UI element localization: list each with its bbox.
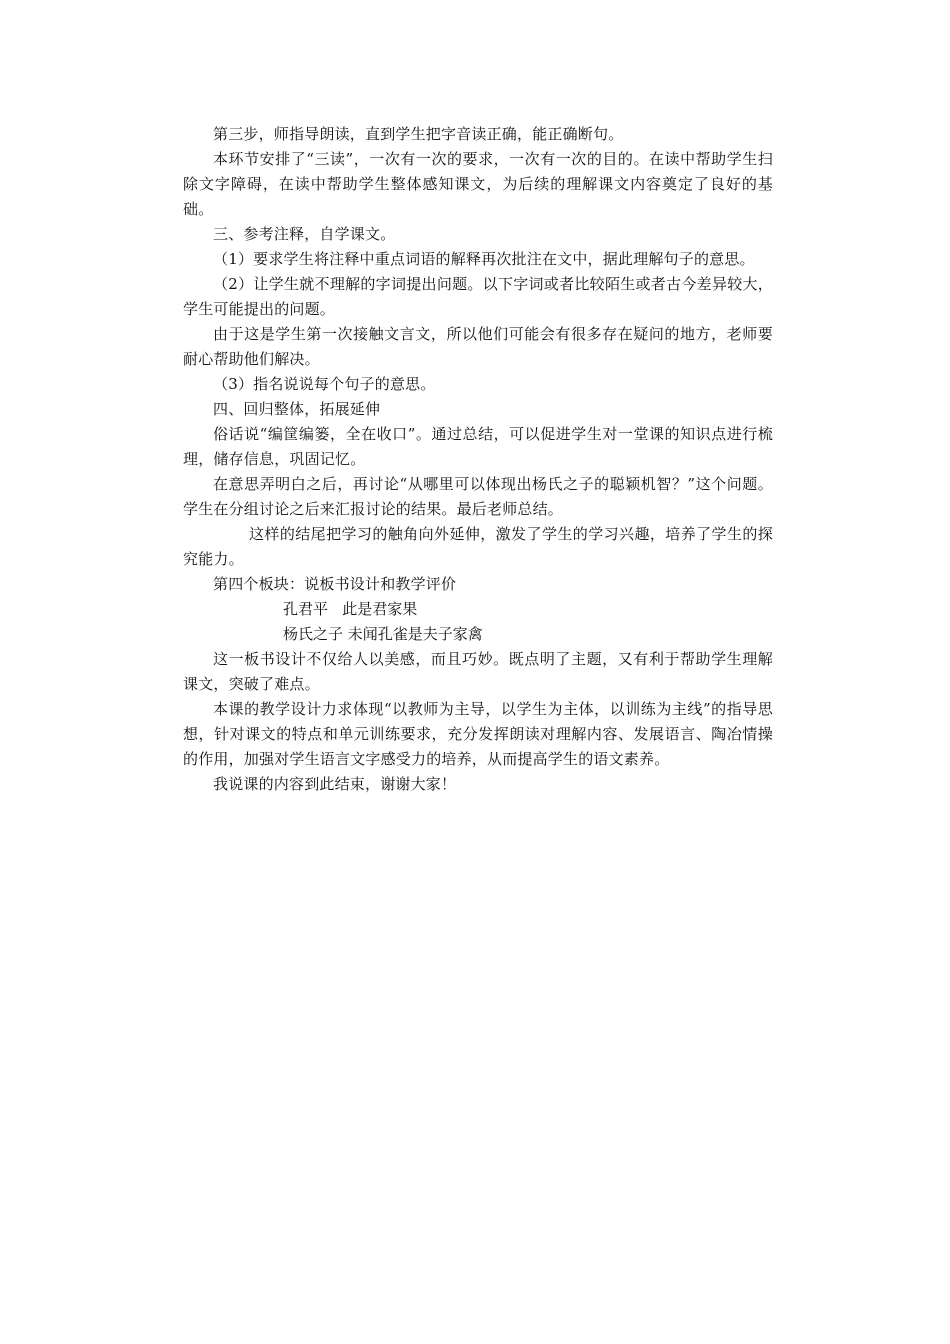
paragraph-proverb: 俗话说“编筐编篓，全在收口”。通过总结，可以促进学生对一堂课的知识点进行梳理，储存信息，巩固记忆。 — [183, 425, 773, 468]
heading-block-four: 第四个板块：说板书设计和教学评价 — [213, 575, 457, 593]
paragraph-three-readings: 本环节安排了“三读”，一次有一次的要求，一次有一次的目的。在读中帮助学生扫除文字障碍，在读中帮助学生整体感知课文，为后续的理解课文内容奠定了良好的基础。 — [183, 150, 773, 218]
heading-section-three: 三、参考注释，自学课文。 — [213, 225, 396, 243]
paragraph-step-three: 第三步，师指导朗读，直到学生把字音读正确，能正确断句。 — [213, 125, 624, 143]
paragraph-teaching-philosophy: 本课的教学设计力求体现“以教师为主导，以学生为主体，以训练为主线”的指导思想，针对课文的特点和单元训练要求，充分发挥朗读对理解内容、发展语言、陶冶情操的作用，加强对学生语言文字感受力的培养，从而提高学生的语文素养。 — [183, 700, 773, 768]
paragraph-first-contact: 由于这是学生第一次接触文言文，所以他们可能会有很多存在疑问的地方，老师要耐心帮助他们解决。 — [183, 325, 773, 368]
list-item-1: （1）要求学生将注释中重点词语的解释再次批注在文中，据此理解句子的意思。 — [213, 250, 755, 268]
list-item-2: （2）让学生就不理解的字词提出问题。以下字词或者比较陌生或者古今差异较大，学生可能提出的问题。 — [183, 275, 773, 318]
paragraph-discussion: 在意思弄明白之后，再讨论“从哪里可以体现出杨氏之子的聪颖机智？”这个问题。学生在分组讨论之后来汇报讨论的结果。最后老师总结。 — [183, 475, 773, 518]
heading-section-four: 四、回归整体，拓展延伸 — [213, 400, 381, 418]
paragraph-closing: 我说课的内容到此结束，谢谢大家！ — [213, 775, 457, 793]
document-body — [183, 122, 773, 797]
paragraph-board-design: 这一板书设计不仅给人以美感，而且巧妙。既点明了主题，又有利于帮助学生理解课文，突破了难点。 — [183, 650, 773, 693]
board-line-1: 孔君平 此是君家果 — [283, 600, 418, 618]
list-item-3: （3）指名说说每个句子的意思。 — [213, 375, 436, 393]
paragraph-ending-effect: 这样的结尾把学习的触角向外延伸，激发了学生的学习兴趣，培养了学生的探究能力。 — [183, 525, 773, 568]
board-line-2: 杨氏之子 未闻孔雀是夫子家禽 — [283, 625, 483, 643]
